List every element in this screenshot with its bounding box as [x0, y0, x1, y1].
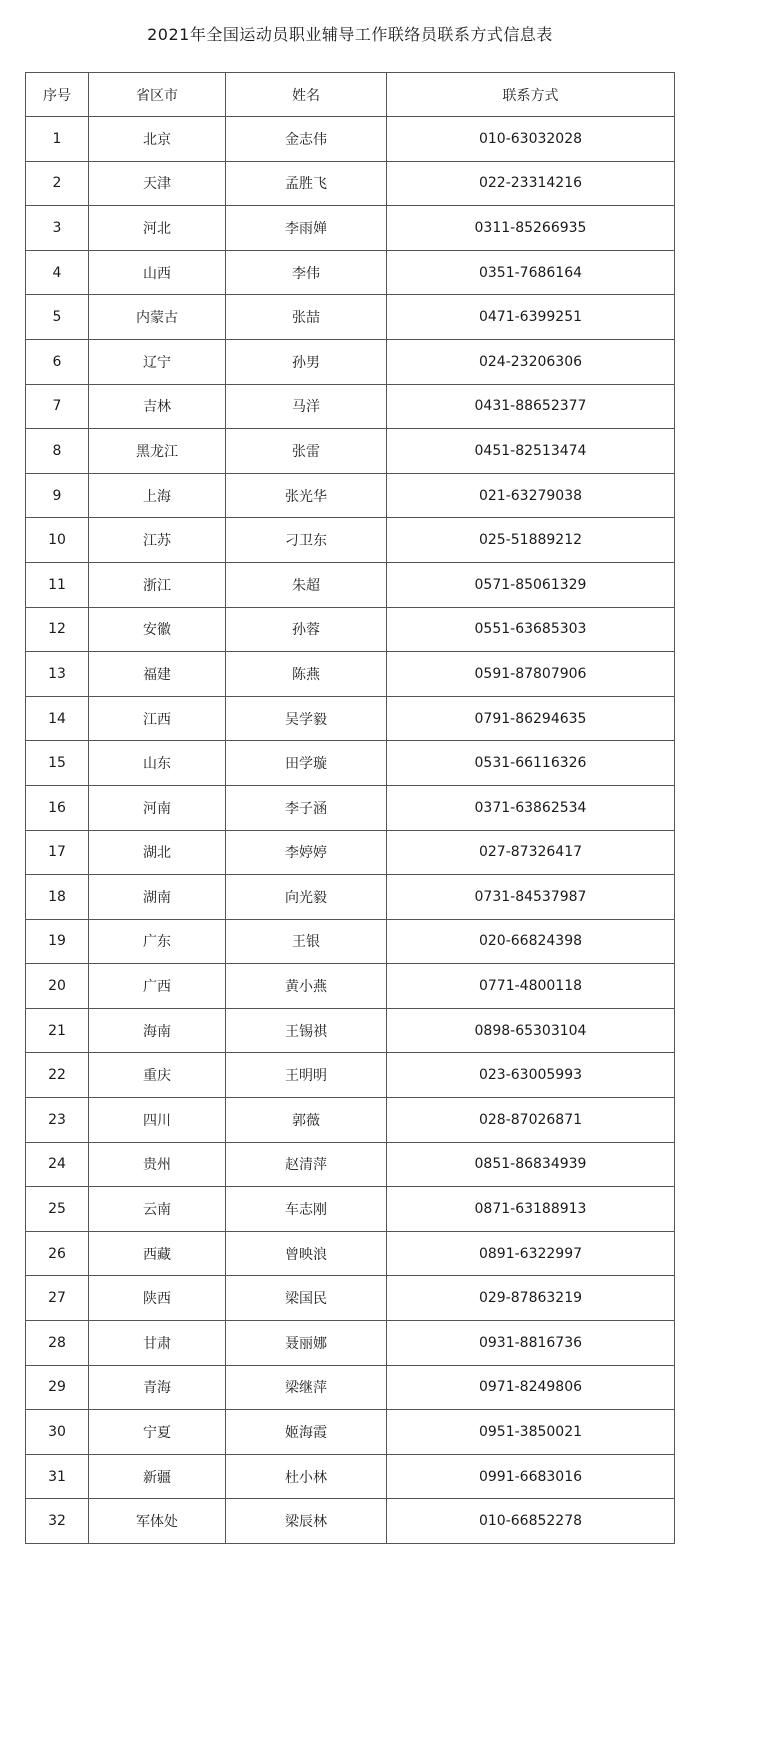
row-index: 3	[26, 206, 89, 251]
row-province: 宁夏	[89, 1410, 226, 1455]
table-row	[26, 696, 675, 741]
row-province: 贵州	[89, 1142, 226, 1187]
row-province: 云南	[89, 1187, 226, 1232]
row-index: 30	[26, 1410, 89, 1455]
row-index: 9	[26, 473, 89, 518]
row-contact: 027-87326417	[387, 830, 675, 875]
row-contact: 0371-63862534	[387, 785, 675, 830]
table-row	[26, 1499, 675, 1544]
table-row	[26, 1410, 675, 1455]
row-province: 内蒙古	[89, 295, 226, 340]
table-row	[26, 1142, 675, 1187]
row-province: 黑龙江	[89, 429, 226, 474]
row-province: 辽宁	[89, 339, 226, 384]
table-row	[26, 206, 675, 251]
row-province: 江苏	[89, 518, 226, 563]
row-name: 田学璇	[226, 741, 387, 786]
table-row	[26, 1365, 675, 1410]
table-row	[26, 830, 675, 875]
row-contact: 0531-66116326	[387, 741, 675, 786]
page-title: 2021年全国运动员职业辅导工作联络员联系方式信息表	[147, 25, 553, 44]
row-name: 杜小林	[226, 1454, 387, 1499]
table-row	[26, 1187, 675, 1232]
row-name: 车志刚	[226, 1187, 387, 1232]
table-row	[26, 473, 675, 518]
row-name: 王明明	[226, 1053, 387, 1098]
table-row	[26, 1454, 675, 1499]
row-index: 26	[26, 1231, 89, 1276]
row-index: 17	[26, 830, 89, 875]
row-contact: 0351-7686164	[387, 250, 675, 295]
row-index: 31	[26, 1454, 89, 1499]
row-contact: 028-87026871	[387, 1098, 675, 1143]
table-row	[26, 1321, 675, 1366]
table-row	[26, 652, 675, 697]
row-contact: 0571-85061329	[387, 562, 675, 607]
row-name: 张雷	[226, 429, 387, 474]
row-name: 孙蓉	[226, 607, 387, 652]
row-province: 江西	[89, 696, 226, 741]
table-row	[26, 384, 675, 429]
row-name: 李雨婵	[226, 206, 387, 251]
row-name: 梁继萍	[226, 1365, 387, 1410]
row-index: 6	[26, 339, 89, 384]
row-province: 天津	[89, 161, 226, 206]
table-row	[26, 1053, 675, 1098]
row-contact: 010-63032028	[387, 117, 675, 162]
row-name: 张喆	[226, 295, 387, 340]
table-row	[26, 607, 675, 652]
row-index: 5	[26, 295, 89, 340]
row-province: 广东	[89, 919, 226, 964]
row-contact: 0311-85266935	[387, 206, 675, 251]
row-name: 聂丽娜	[226, 1321, 387, 1366]
header-name: 姓名	[226, 73, 387, 117]
row-contact: 0871-63188913	[387, 1187, 675, 1232]
row-province: 青海	[89, 1365, 226, 1410]
row-contact: 0891-6322997	[387, 1231, 675, 1276]
row-name: 张光华	[226, 473, 387, 518]
row-index: 4	[26, 250, 89, 295]
row-province: 河南	[89, 785, 226, 830]
table-row	[26, 1008, 675, 1053]
table-row	[26, 429, 675, 474]
row-province: 山东	[89, 741, 226, 786]
row-contact: 022-23314216	[387, 161, 675, 206]
row-index: 11	[26, 562, 89, 607]
row-index: 19	[26, 919, 89, 964]
row-province: 安徽	[89, 607, 226, 652]
row-index: 28	[26, 1321, 89, 1366]
row-contact: 0451-82513474	[387, 429, 675, 474]
row-province: 湖南	[89, 875, 226, 920]
row-province: 重庆	[89, 1053, 226, 1098]
table-row	[26, 741, 675, 786]
row-index: 20	[26, 964, 89, 1009]
row-index: 13	[26, 652, 89, 697]
row-contact: 020-66824398	[387, 919, 675, 964]
row-contact: 0551-63685303	[387, 607, 675, 652]
row-name: 梁辰林	[226, 1499, 387, 1544]
row-name: 曾映浪	[226, 1231, 387, 1276]
row-name: 王银	[226, 919, 387, 964]
row-province: 吉林	[89, 384, 226, 429]
row-province: 新疆	[89, 1454, 226, 1499]
row-index: 15	[26, 741, 89, 786]
row-province: 陕西	[89, 1276, 226, 1321]
row-index: 8	[26, 429, 89, 474]
row-index: 16	[26, 785, 89, 830]
row-index: 27	[26, 1276, 89, 1321]
row-name: 金志伟	[226, 117, 387, 162]
table-row	[26, 250, 675, 295]
row-contact: 0771-4800118	[387, 964, 675, 1009]
row-name: 梁国民	[226, 1276, 387, 1321]
table-row	[26, 339, 675, 384]
row-name: 孙男	[226, 339, 387, 384]
header-contact: 联系方式	[387, 73, 675, 117]
row-province: 海南	[89, 1008, 226, 1053]
row-contact: 0851-86834939	[387, 1142, 675, 1187]
row-name: 黄小燕	[226, 964, 387, 1009]
row-province: 河北	[89, 206, 226, 251]
row-contact: 023-63005993	[387, 1053, 675, 1098]
row-name: 向光毅	[226, 875, 387, 920]
row-contact: 0471-6399251	[387, 295, 675, 340]
table-row	[26, 1276, 675, 1321]
row-name: 李伟	[226, 250, 387, 295]
table-row	[26, 295, 675, 340]
row-index: 18	[26, 875, 89, 920]
row-contact: 0898-65303104	[387, 1008, 675, 1053]
row-contact: 021-63279038	[387, 473, 675, 518]
row-contact: 0791-86294635	[387, 696, 675, 741]
row-province: 福建	[89, 652, 226, 697]
row-index: 10	[26, 518, 89, 563]
row-province: 浙江	[89, 562, 226, 607]
row-province: 广西	[89, 964, 226, 1009]
row-index: 24	[26, 1142, 89, 1187]
row-index: 12	[26, 607, 89, 652]
row-index: 14	[26, 696, 89, 741]
row-name: 马洋	[226, 384, 387, 429]
row-name: 刁卫东	[226, 518, 387, 563]
row-index: 2	[26, 161, 89, 206]
row-contact: 0971-8249806	[387, 1365, 675, 1410]
row-province: 军体处	[89, 1499, 226, 1544]
row-name: 孟胜飞	[226, 161, 387, 206]
row-name: 吴学毅	[226, 696, 387, 741]
table-row	[26, 875, 675, 920]
header-province: 省区市	[89, 73, 226, 117]
row-contact: 029-87863219	[387, 1276, 675, 1321]
row-name: 王锡祺	[226, 1008, 387, 1053]
table-row	[26, 562, 675, 607]
table-row	[26, 919, 675, 964]
row-contact: 0731-84537987	[387, 875, 675, 920]
row-contact: 0931-8816736	[387, 1321, 675, 1366]
row-province: 湖北	[89, 830, 226, 875]
row-index: 1	[26, 117, 89, 162]
row-name: 郭薇	[226, 1098, 387, 1143]
row-index: 22	[26, 1053, 89, 1098]
row-province: 北京	[89, 117, 226, 162]
row-index: 21	[26, 1008, 89, 1053]
row-province: 上海	[89, 473, 226, 518]
row-contact: 0431-88652377	[387, 384, 675, 429]
row-index: 32	[26, 1499, 89, 1544]
row-index: 25	[26, 1187, 89, 1232]
row-name: 赵清萍	[226, 1142, 387, 1187]
row-index: 23	[26, 1098, 89, 1143]
row-contact: 025-51889212	[387, 518, 675, 563]
table-header-row	[26, 73, 675, 117]
row-province: 山西	[89, 250, 226, 295]
table-row	[26, 1231, 675, 1276]
row-name: 陈燕	[226, 652, 387, 697]
row-contact: 0951-3850021	[387, 1410, 675, 1455]
table-row	[26, 518, 675, 563]
table-row	[26, 964, 675, 1009]
row-name: 姬海霞	[226, 1410, 387, 1455]
row-name: 朱超	[226, 562, 387, 607]
table-row	[26, 1098, 675, 1143]
row-index: 29	[26, 1365, 89, 1410]
row-contact: 0591-87807906	[387, 652, 675, 697]
row-province: 甘肃	[89, 1321, 226, 1366]
table-row	[26, 785, 675, 830]
row-contact: 0991-6683016	[387, 1454, 675, 1499]
row-name: 李子涵	[226, 785, 387, 830]
row-province: 四川	[89, 1098, 226, 1143]
row-name: 李婷婷	[226, 830, 387, 875]
contact-table	[25, 72, 675, 1544]
row-contact: 010-66852278	[387, 1499, 675, 1544]
table-row	[26, 117, 675, 162]
row-province: 西藏	[89, 1231, 226, 1276]
header-index: 序号	[26, 73, 89, 117]
row-contact: 024-23206306	[387, 339, 675, 384]
row-index: 7	[26, 384, 89, 429]
table-row	[26, 161, 675, 206]
